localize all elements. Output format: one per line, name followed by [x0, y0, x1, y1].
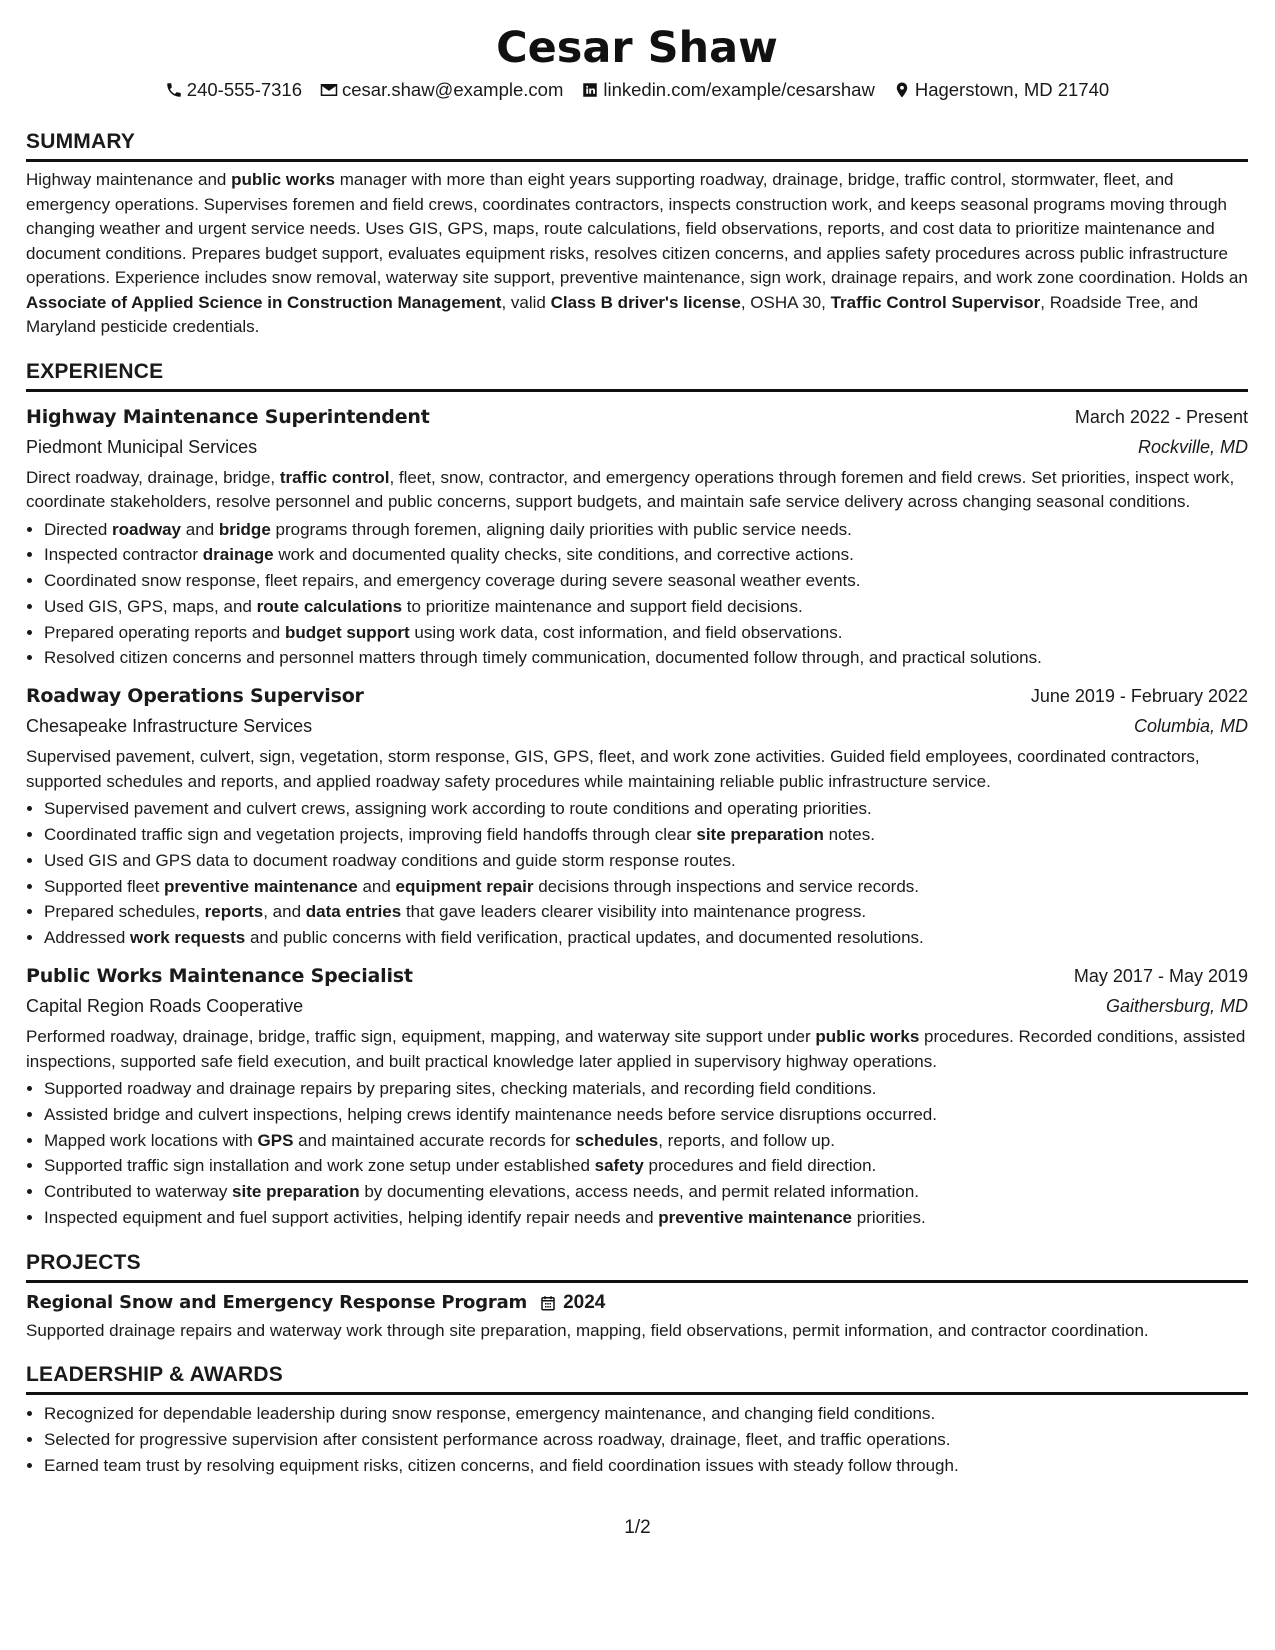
- project-title: Regional Snow and Emergency Response Program: [26, 1291, 528, 1313]
- job-bullet: • Coordinated snow response, fleet repairs, and emergency coverage during severe seasonal weather events.: [44, 568, 1248, 594]
- job-entry: [26, 681, 1248, 951]
- job-description: Supervised pavement, culvert, sign, vegetation, storm response, GIS, GPS, fleet, and work zone activities. Guided field employees, coordinated contractors, supported schedules and reports, and applied roadway safety procedures while maintaining reliable public infrastructure service.: [26, 747, 1200, 791]
- job-dates: March 2022 - Present: [1074, 406, 1248, 427]
- linkedin-text: linkedin.com/example/cesarshaw: [603, 79, 875, 100]
- job-head-row: [26, 961, 1248, 991]
- job-company-row: [26, 711, 1248, 741]
- job-bullet: • Mapped work locations with GPS and maintained accurate records for schedules, reports, and follow up.: [44, 1128, 1248, 1154]
- job-bullet: • Supported traffic sign installation and work zone setup under established safety procedures and field direction.: [44, 1153, 1248, 1179]
- job-title: Roadway Operations Supervisor: [26, 685, 364, 708]
- job-bullet: • Used GIS, GPS, maps, and route calculations to prioritize maintenance and support field decisions.: [44, 594, 1248, 620]
- job-head-row: [26, 402, 1248, 432]
- job-dates: June 2019 - February 2022: [1030, 686, 1248, 707]
- job-dates: May 2017 - May 2019: [1073, 966, 1248, 987]
- section-title-projects: PROJECTS: [26, 1249, 1248, 1283]
- job-bullet: • Directed roadway and bridge programs through foremen, aligning daily priorities with public service needs.: [44, 517, 1248, 543]
- job-location: Rockville, MD: [1137, 436, 1248, 457]
- job-bullet: • Supported fleet preventive maintenance and equipment repair decisions through inspections and service records.: [44, 874, 1248, 900]
- job-bullet: • Supervised pavement and culvert crews, assigning work according to route conditions and operating priorities.: [44, 796, 1248, 822]
- job-bullets: [26, 796, 1248, 951]
- job-entry: [26, 402, 1248, 672]
- job-bullet: • Addressed work requests and public concerns with field verification, practical updates, and documented resolutions.: [44, 925, 1248, 951]
- job-company: Chesapeake Infrastructure Services: [26, 716, 313, 737]
- map-pin-icon: [893, 81, 911, 99]
- job-bullets: [26, 1076, 1248, 1231]
- job-bullet: • Contributed to waterway site preparation by documenting elevations, access needs, and permit related information.: [44, 1179, 1248, 1205]
- project-date: [539, 1292, 605, 1314]
- experience-section: [26, 358, 1248, 1231]
- phone-icon: [165, 81, 183, 99]
- job-list: [26, 402, 1248, 1231]
- job-bullet: • Prepared operating reports and budget support using work data, cost information, and field observations.: [44, 620, 1248, 646]
- job-company-row: [26, 991, 1248, 1021]
- leadership-bullet: • Recognized for dependable leadership during snow response, emergency maintenance, and changing field conditions.: [44, 1401, 1248, 1427]
- contact-linkedin[interactable]: [581, 78, 874, 102]
- location-text: Hagerstown, MD 21740: [914, 79, 1110, 100]
- job-title: Highway Maintenance Superintendent: [26, 405, 430, 428]
- project-year: 2024: [563, 1291, 606, 1313]
- job-location: Gaithersburg, MD: [1105, 996, 1248, 1017]
- job-company: Piedmont Municipal Services: [26, 436, 258, 457]
- job-bullet: • Resolved citizen concerns and personnel matters through timely communication, documented follow through, and practical solutions.: [44, 645, 1248, 671]
- job-head-row: [26, 681, 1248, 711]
- job-description: Performed roadway, drainage, bridge, traffic sign, equipment, mapping, and waterway site support under public works procedures. Recorded conditions, assisted inspections, supported safe field execution, and built practical knowledge later applied in supervisory highway operations.: [26, 1027, 1246, 1071]
- email-text: cesar.shaw@example.com: [342, 79, 564, 100]
- job-bullet: • Assisted bridge and culvert inspections, helping crews identify maintenance needs before service disruptions occurred.: [44, 1102, 1248, 1128]
- project-description: Supported drainage repairs and waterway work through site preparation, mapping, field observations, permit information, and contractor coordination.: [26, 1320, 1149, 1340]
- candidate-name: Cesar Shaw: [496, 23, 778, 73]
- page-number: 1/2: [624, 1517, 651, 1538]
- resume-page: [26, 20, 1248, 1479]
- envelope-icon: [320, 81, 338, 99]
- job-bullet: • Used GIS and GPS data to document roadway conditions and guide storm response routes.: [44, 848, 1248, 874]
- summary-text: Highway maintenance and public works manager with more than eight years supporting roadway, drainage, bridge, traffic control, stormwater, fleet, and emergency operations. Supervises foremen and field crews, coordinates contractors, inspects construction work, and keeps seasonal programs moving through changing weather and urgent service needs. Uses GIS, GPS, maps, route calculations, field observations, reports, and cost data to prioritize maintenance and document conditions. Prepares budget support, evaluates equipment risks, resolves citizen concerns, and applies safety procedures across public infrastructure operations. Experience includes snow removal, waterway site support, preventive maintenance, sign work, drainage repairs, and work zone coordination. Holds an Associate of Applied Science in Construction Management, valid Class B driver's license, OSHA 30, Traffic Control Supervisor, Roadside Tree, and Maryland pesticide credentials.: [26, 170, 1248, 336]
- phone-text: 240-555-7316: [186, 79, 303, 100]
- job-bullet: • Inspected contractor drainage work and documented quality checks, site conditions, and corrective actions.: [44, 542, 1248, 568]
- job-bullet: • Inspected equipment and fuel support activities, helping identify repair needs and preventive maintenance priorities.: [44, 1205, 1248, 1231]
- job-location: Columbia, MD: [1133, 716, 1248, 737]
- job-company-row: [26, 432, 1248, 462]
- section-title-summary: SUMMARY: [26, 128, 1248, 162]
- job-description: Direct roadway, drainage, bridge, traffic control, fleet, snow, contractor, and emergency operations through foremen and field crews. Set priorities, inspect work, coordinate stakeholders, resolve personnel and public concerns, support budgets, and maintain safe service delivery across changing seasonal conditions.: [26, 467, 1235, 511]
- calendar-icon: [539, 1294, 557, 1312]
- leadership-bullet: • Earned team trust by resolving equipment risks, citizen concerns, and field coordination issues with steady follow through.: [44, 1453, 1248, 1479]
- job-bullet: • Prepared schedules, reports, and data entries that gave leaders clearer visibility into maintenance progress.: [44, 899, 1248, 925]
- section-title-experience: EXPERIENCE: [26, 358, 1248, 392]
- leadership-section: [26, 1361, 1248, 1478]
- job-title: Public Works Maintenance Specialist: [26, 965, 413, 988]
- contact-email[interactable]: [320, 78, 563, 102]
- job-company: Capital Region Roads Cooperative: [26, 996, 304, 1017]
- projects-section: [26, 1249, 1248, 1344]
- job-bullet: • Supported roadway and drainage repairs by preparing sites, checking materials, and recording field conditions.: [44, 1076, 1248, 1102]
- job-bullets: [26, 517, 1248, 672]
- contact-phone[interactable]: [165, 78, 302, 102]
- contact-location: [893, 78, 1109, 102]
- project-header: [26, 1289, 1248, 1317]
- leadership-bullet: • Selected for progressive supervision after consistent performance across roadway, drainage, fleet, and traffic operations.: [44, 1427, 1248, 1453]
- contact-bar: [26, 78, 1248, 102]
- section-title-leadership: LEADERSHIP & AWARDS: [26, 1361, 1248, 1395]
- linkedin-icon: [581, 81, 599, 99]
- job-bullet: • Coordinated traffic sign and vegetation projects, improving field handoffs through clear site preparation notes.: [44, 822, 1248, 848]
- leadership-list: [26, 1401, 1248, 1478]
- job-entry: [26, 961, 1248, 1231]
- summary-section: [26, 128, 1248, 340]
